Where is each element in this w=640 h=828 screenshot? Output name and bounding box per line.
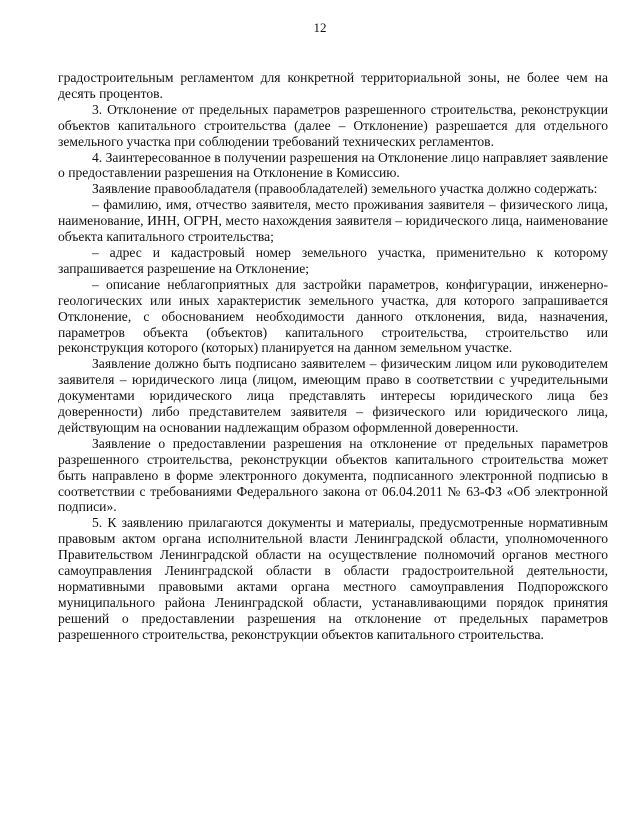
paragraph-signature: Заявление должно быть подписано заявителем – физическим лицом или руководителем заявителя – юридического лица (лицом, имеющим право в соответствии с учредительными документами юридического лица представлять интересы юридического лица без доверенности) либо представителем заявителя – физического или юридического лица, действующим на основании надлежащим образом оформленной доверенности.: [58, 356, 608, 435]
paragraph-item-5: 5. К заявлению прилагаются документы и материалы, предусмотренные нормативным правовым актом органа исполнительной власти Ленинградской области, уполномоченного Правительством Ленинградской области на осуществление полномочий органов местного самоуправления Ленинградской области в области градостроительной деятельности, нормативными правовыми актами органа местного самоуправления Подпорожского муниципального района Ленинградской области, устанавливающими порядок принятия решений о предоставлении разрешения на отклонение от предельных параметров разрешенного строительства, реконструкции объектов капитального строительства.: [58, 515, 608, 642]
list-item-description: – описание неблагоприятных для застройки параметров, конфигурации, инженерно-геологических или иных характеристик земельного участка, для которого запрашивается Отклонение, с обоснованием необходимости данного отклонения, вида, назначения, параметров объекта (объектов) капитального строительства, строительство или реконструкция которого (которых) планируется на данном земельном участке.: [58, 276, 608, 356]
paragraph-electronic: Заявление о предоставлении разрешения на отклонение от предельных параметров разрешенного строительства, реконструкции объектов капитального строительства может быть направлено в форме электронного документа, подписанного электронной подписью в соответствии с требованиями Федерального закона от 06.04.2011 № 63-ФЗ «Об электронной подписи».: [58, 435, 608, 515]
page-number: 12: [313, 20, 327, 35]
paragraph-item-4: 4. Заинтересованное в получении разрешения на Отклонение лицо направляет заявление о предоставлении разрешения на Отклонение в Комиссию.: [58, 149, 608, 181]
document-body: [58, 70, 608, 643]
paragraph-item-3: 3. Отклонение от предельных параметров разрешенного строительства, реконструкции объектов капитального строительства (далее – Отклонение) разрешается для отдельного земельного участка при соблюдении требований технических регламентов.: [58, 101, 608, 149]
list-item-applicant-name: – фамилию, имя, отчество заявителя, место проживания заявителя – физического лица, наименование, ИНН, ОГРН, место нахождения заявителя – юридического лица, наименование объекта капитального строительства;: [58, 197, 608, 245]
paragraph-continuation: градостроительным регламентом для конкретной территориальной зоны, не более чем на десять процентов.: [58, 70, 608, 101]
paragraph-statement-contents: Заявление правообладателя (правообладателей) земельного участка должно содержать:: [92, 181, 598, 197]
list-item-address: – адрес и кадастровый номер земельного участка, применительно к которому запрашивается разрешение на Отклонение;: [58, 244, 608, 276]
